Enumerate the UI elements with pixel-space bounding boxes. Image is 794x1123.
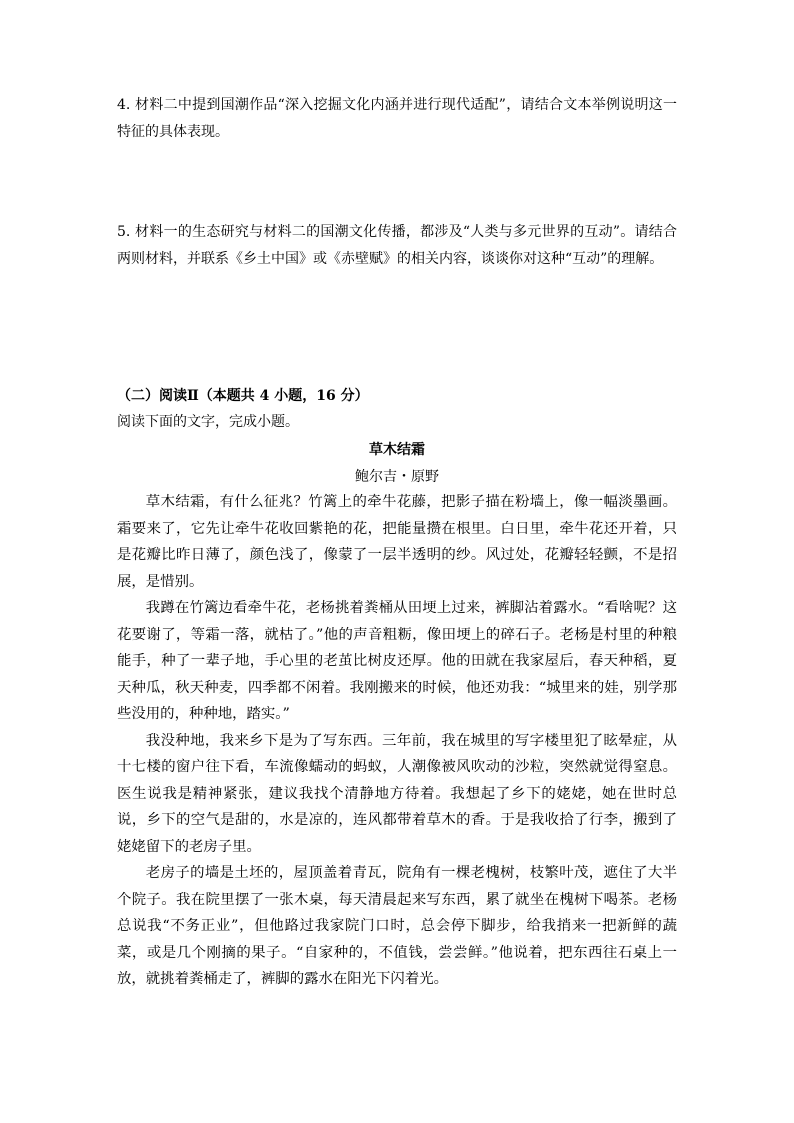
article-paragraph-4: 老房子的墙是土坯的，屋顶盖着青瓦，院角有一棵老槐树，枝繁叶茂，遮住了大半个院子。我在院里摆了一张木桌，每天清晨起来写东西，累了就坐在槐树下喝茶。老杨总说我“不务正业”，但他路过我家院门口时，总会停下脚步，给我捎来一把新鲜的蔬菜，或是几个刚摘的果子。“自家种的，不值钱，尝尝鲜。”他说着，把东西往石桌上一放，就挑着粪桶走了，裤脚的露水在阳光下闪着光。 xyxy=(117,865,677,987)
article-paragraph-2: 我蹲在竹篱边看牵牛花，老杨挑着粪桶从田埂上过来，裤脚沾着露水。“看啥呢？这花要谢了，等霜一落，就枯了。”他的声音粗粝，像田埂上的碎石子。老杨是村里的种粮能手，种了一辈子地，手心里的老茧比树皮还厚。他的田就在我家屋后，春天种稻，夏天种瓜，秋天种麦，四季都不闲着。我刚搬来的时候，他还劝我：“城里来的娃，别学那些没用的，种种地，踏实。” xyxy=(117,600,677,722)
section-header: （二）阅读Ⅱ（本题共 4 小题，16 分） xyxy=(117,388,369,404)
article-paragraph-1: 草木结霜，有什么征兆？竹篱上的牵牛花藤，把影子描在粉墙上，像一幅淡墨画。霜要来了，它先让牵牛花收回紫艳的花，把能量攒在根里。白日里，牵牛花还开着，只是花瓣比昨日薄了，颜色浅了，像蒙了一层半透明的纱。风过处，花瓣轻轻颤，不是招展，是惜别。 xyxy=(117,494,677,590)
article-author: 鲍尔吉・原野 xyxy=(355,469,439,485)
article-paragraph-3: 我没种地，我来乡下是为了写东西。三年前，我在城里的写字楼里犯了眩晕症，从十七楼的窗户往下看，车流像蠕动的蚂蚁，人潮像被风吹动的沙粒，突然就觉得窒息。医生说我是精神紧张，建议我找个清静地方待着。我想起了乡下的姥姥，她在世时总说，乡下的空气是甜的，水是凉的，连风都带着草木的香。于是我收拾了行李，搬到了姥姥留下的老房子里。 xyxy=(117,732,677,855)
article-body xyxy=(117,489,677,993)
question-4: 4. 材料二中提到国潮作品“深入挖掘文化内涵并进行现代适配”，请结合文本举例说明这一特征的具体表现。 xyxy=(117,97,677,140)
article-title: 草木结霜 xyxy=(369,442,425,458)
question-5: 5. 材料一的生态研究与材料二的国潮文化传播，都涉及“人类与多元世界的互动”。请结合两则材料，并联系《乡土中国》或《赤壁赋》的相关内容，谈谈你对这种“互动”的理解。 xyxy=(117,224,677,267)
section-instruction: 阅读下面的文字，完成小题。 xyxy=(117,414,299,430)
